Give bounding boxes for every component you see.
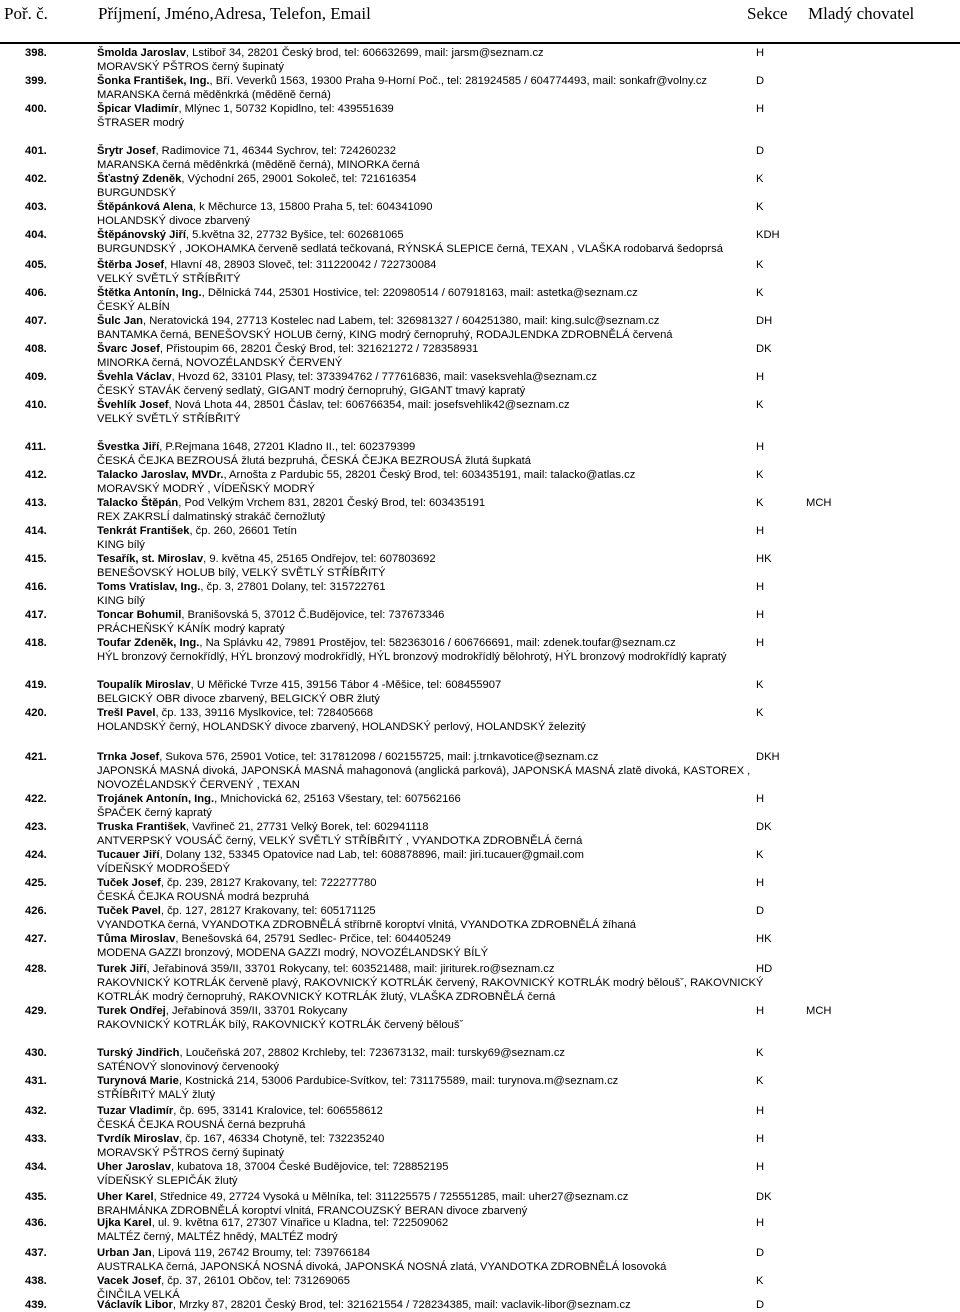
breeder-name: Toupalík Miroslav [97,679,191,691]
entry-contact-line [97,102,394,116]
breeder-address-contact: , čp. 127, 28127 Krakovany, tel: 605171125 [160,905,376,917]
entry-number: 430. [25,1047,47,1059]
entry-contact-line [97,876,376,890]
entry-number: 407. [25,315,47,327]
breeder-name: Švarc Josef [97,343,160,355]
entry-number: 438. [25,1275,47,1287]
breeder-name: Toms Vratislav, Ing. [97,581,201,593]
entry-contact-line [97,342,478,356]
entry-breeds: ČESKÝ ALBÍN [97,301,170,313]
breeder-name: Vacek Josef [97,1275,162,1287]
breeder-name: Turynová Marie [97,1075,179,1087]
breeder-address-contact: , Jeřabinová 359/II, 33701 Rokycany, tel: 603521488, mail: jiriturek.ro@seznam.cz [146,963,555,975]
entry-number: 422. [25,793,47,805]
entry-contact-line [97,46,544,60]
entry-number: 415. [25,553,47,565]
breeder-address-contact: , Vavřineč 21, 27731 Velký Borek, tel: 602941118 [185,821,429,833]
entry-breeds: BURGUNDSKÝ , JOKOHAMKA červeně sedlatá tečkovaná, RÝNSKÁ SLEPICE černá, TEXAN , VLAŠKA rodobarvá šedoprsá [97,243,723,255]
entry-number: 436. [25,1217,47,1229]
entry-contact-line [97,1160,448,1174]
breeder-address-contact: , Dolany 132, 53345 Opatovice nad Lab, tel: 608878896, mail: jiri.tucauer@gmail.com [159,849,584,861]
entry-number: 432. [25,1105,47,1117]
breeder-address-contact: , Lstiboř 34, 28201 Český brod, tel: 606632699, mail: jarsm@seznam.cz [185,47,544,59]
entry-breeds: MARANSKA černá měděnkrká (měděně černá), MINORKA černá [97,159,420,171]
breeder-name: Štěpánková Alena [97,201,193,213]
breeder-address-contact: , Kostnická 214, 53006 Pardubice-Svítkov, tel: 731175589, mail: turynova.m@seznam.cz [178,1075,619,1087]
breeder-name: Tenkrát František [97,525,190,537]
entry-contact-line [97,552,436,566]
entry-number: 423. [25,821,47,833]
entry-section: KDH [756,229,780,241]
entry-number: 408. [25,343,47,355]
entry-contact-line [97,440,415,454]
entry-breeds: HOLANDSKÝ černý, HOLANDSKÝ divoce zbarvený, HOLANDSKÝ perlový, HOLANDSKÝ železitý [97,721,586,733]
entry-section: H [756,441,765,453]
entry-young-breeder: MCH [806,1005,832,1017]
entry-breeds: BELGICKÝ OBR divoce zbarvený, BELGICKÝ OBR žlutý [97,693,380,705]
entry-breeds: BRAHMÁNKA ZDROBNĚLÁ koroptví vlnitá, FRANCOUZSKÝ BERAN divoce zbarvený [97,1205,528,1217]
entry-breeds: KING bílý [97,595,145,607]
entry-contact-line [97,286,638,300]
entry-section: H [756,1161,765,1173]
entry-number: 406. [25,287,47,299]
entry-section: K [756,201,764,213]
breeder-name: Toncar Bohumil [97,609,182,621]
breeder-name: Štětka Antonín, Ing. [97,287,202,299]
entry-number: 425. [25,877,47,889]
entry-section: K [756,173,764,185]
breeder-name: Šrytr Josef [97,145,156,157]
breeder-address-contact: , Nová Lhota 44, 28501 Čáslav, tel: 606766354, mail: josefsvehlik42@seznam.cz [168,399,570,411]
breeder-name: Talacko Štěpán [97,497,179,509]
entry-section: D [756,1247,765,1259]
breeder-address-contact: , čp. 167, 46334 Chotyně, tel: 732235240 [179,1133,385,1145]
entry-breeds: BANTAMKA černá, BENEŠOVSKÝ HOLUB černý, KING modrý černopruhý, RODAJLENDKA ZDROBNĚLÁ červená [97,329,673,341]
entry-section: D [756,1299,765,1311]
entry-breeds: REX ZAKRSLÍ dalmatinský strakáč černožlutý [97,511,326,523]
entry-number: 400. [25,103,47,115]
entry-contact-line [97,636,676,650]
breeder-name: Ujka Karel [97,1217,152,1229]
entry-breeds: ČESKÝ STAVÁK červený sedlatý, GIGANT modrý černopruhý, GIGANT tmavý kapratý [97,385,526,397]
entry-breeds: JAPONSKÁ MASNÁ divoká, JAPONSKÁ MASNÁ mahagonová (anglická parková), JAPONSKÁ MASNÁ zlatě divoká, KASTOREX , NOVOZÉLANDSKÝ ČERVENÝ , TEXAN [97,765,751,791]
breeder-address-contact: , Východní 265, 29001 Sokoleč, tel: 721616354 [181,173,417,185]
entry-section: DK [756,343,772,355]
entry-contact-line [97,962,554,976]
entry-section: DKH [756,751,780,763]
breeder-name: Tucauer Jiří [97,849,160,861]
entry-contact-line [97,1046,565,1060]
entry-breeds: MODENA GAZZI bronzový, MODENA GAZZI modrý, NOVOZÉLANDSKÝ BÍLÝ [97,947,489,959]
entry-breeds: HOLANDSKÝ divoce zbarvený [97,215,250,227]
breeder-name: Štěrba Josef [97,259,165,271]
breeder-address-contact: , čp. 37, 26101 Občov, tel: 731269065 [161,1275,350,1287]
breeder-name: Švehla Václav [97,371,172,383]
breeder-name: Toufar Zdeněk, Ing. [97,637,200,649]
breeder-address-contact: , U Měřické Tvrze 415, 39156 Tábor 4 -Měšice, tel: 608455907 [190,679,502,691]
entry-contact-line [97,608,444,622]
breeder-name: Štěpánovský Jiří [97,229,186,241]
entry-number: 412. [25,469,47,481]
entry-contact-line [97,200,432,214]
entry-section: HK [756,933,772,945]
entry-number: 424. [25,849,47,861]
breeder-name: Šmolda Jaroslav [97,47,186,59]
entry-breeds: ŠTRASER modrý [97,117,185,129]
entry-breeds: ČESKÁ ČEJKA BEZROUSÁ žlutá bezpruhá, ČESKÁ ČEJKA BEZROUSÁ žlutá šupkatá [97,455,532,467]
breeder-name: Trojánek Antonín, Ing. [97,793,215,805]
breeder-name: Uher Karel [97,1191,154,1203]
entry-number: 417. [25,609,47,621]
entry-section: K [756,399,764,411]
entry-breeds: VÍDEŇSKÝ MODROŠEDÝ [97,863,231,875]
entry-section: DH [756,315,773,327]
entry-section: D [756,145,765,157]
entry-breeds: VELKÝ SVĚTLÝ STŘÍBŘITÝ [97,413,241,425]
breeder-name: Šonka František, Ing. [97,75,210,87]
entry-breeds: BENEŠOVSKÝ HOLUB bílý, VELKÝ SVĚTLÝ STŘÍBŘITÝ [97,567,386,579]
entry-breeds: KING bílý [97,539,145,551]
entry-section: H [756,47,765,59]
breeder-name: Turský Jindřich [97,1047,180,1059]
entry-contact-line [97,496,485,510]
breeder-address-contact: , k Měchurce 13, 15800 Praha 5, tel: 604341090 [192,201,433,213]
entry-breeds: BURGUNDSKÝ [97,187,176,199]
breeder-name: Špicar Vladimír [97,103,179,115]
entry-section: H [756,609,765,621]
breeder-name: Švestka Jiří [97,441,160,453]
entry-contact-line [97,172,416,186]
entry-breeds: VÍDEŇSKÝ SLEPIČÁK žlutý [97,1175,238,1187]
entry-breeds: MORAVSKÝ MODRÝ , VÍDEŇSKÝ MODRÝ [97,483,315,495]
entry-contact-line [97,314,659,328]
entry-section: H [756,525,765,537]
entry-section: H [756,793,765,805]
entry-section: H [756,877,765,889]
entry-section: K [756,1075,764,1087]
entry-section: H [756,581,765,593]
entry-number: 413. [25,497,47,509]
entry-contact-line [97,258,436,272]
breeder-address-contact: , Arnošta z Pardubic 55, 28201 Český Brod, tel: 603435191, mail: talacko@atlas.cz [223,469,636,481]
breeder-name: Turek Ondřej [97,1005,166,1017]
breeder-name: Šťastný Zdeněk [97,173,182,185]
entry-number: 399. [25,75,47,87]
breeder-address-contact: , Radimovice 71, 46344 Sychrov, tel: 724260232 [155,145,396,157]
entry-breeds: HÝL bronzový černokřídlý, HÝL bronzový modrokřídlý, HÝL bronzový modrokřídlý bělohrotý, HÝL bronzový modrokřídlý kapratý [97,651,727,663]
breeder-address-contact: , Loučeňská 207, 28802 Krchleby, tel: 723673132, mail: tursky69@seznam.cz [179,1047,566,1059]
entry-number: 420. [25,707,47,719]
entry-section: K [756,1275,764,1287]
entry-section: H [756,1005,765,1017]
entry-contact-line [97,848,584,862]
entry-section: H [756,103,765,115]
entry-breeds: RAKOVNICKÝ KOTRLÁK bílý, RAKOVNICKÝ KOTRLÁK červený běloušˇ [97,1019,464,1031]
entry-section: H [756,1133,765,1145]
entry-breeds: STŘÍBŘITÝ MALÝ žlutý [97,1089,216,1101]
breeder-address-contact: , Mnichovická 62, 25163 Všestary, tel: 607562166 [214,793,461,805]
entry-contact-line [97,1132,384,1146]
breeder-name: Trešl Pavel [97,707,156,719]
entry-breeds: ČESKÁ ČEJKA ROUSNÁ modrá bezpruhá [97,891,310,903]
breeder-address-contact: , P.Rejmana 1648, 27201 Kladno II., tel: 602379399 [159,441,416,453]
entry-contact-line [97,678,501,692]
entry-section: K [756,1047,764,1059]
breeder-address-contact: , Hvozd 62, 33101 Plasy, tel: 373394762 / 777616836, mail: vaseksvehla@seznam.cz [171,371,597,383]
entry-section: DK [756,1191,772,1203]
entry-breeds: VYANDOTKA černá, VYANDOTKA ZDROBNĚLÁ stříbrně koroptví vlnitá, VYANDOTKA ZDROBNĚLÁ žíhaná [97,919,637,931]
breeder-address-contact: , Na Splávku 42, 79891 Prostějov, tel: 582363016 / 606766691, mail: zdenek.toufar@seznam.cz [199,637,676,649]
breeder-address-contact: , ul. 9. května 617, 27307 Vinařice u Kladna, tel: 722509062 [151,1217,449,1229]
entry-breeds: SATÉNOVÝ slonovinový červenooký [97,1061,279,1073]
breeder-address-contact: , Střednice 49, 27724 Vysoká u Mělníka, tel: 311225575 / 725551285, mail: uher27@seznam.cz [153,1191,629,1203]
entry-number: 419. [25,679,47,691]
entry-contact-line [97,1246,370,1260]
entry-section: H [756,1105,765,1117]
breeder-name: Šulc Jan [97,315,144,327]
entry-contact-line [97,580,386,594]
entry-section: K [756,707,764,719]
entry-young-breeder: MCH [806,497,832,509]
entry-breeds: ČESKÁ ČEJKA ROUSNÁ černá bezpruhá [97,1119,306,1131]
entry-contact-line [97,1104,383,1118]
entry-number: 411. [25,441,47,453]
breeder-address-contact: , Hlavní 48, 28903 Sloveč, tel: 311220042 / 722730084 [164,259,437,271]
entry-contact-line [97,792,461,806]
entry-contact-line [97,144,396,158]
entry-contact-line [97,820,428,834]
entry-section: H [756,637,765,649]
entry-contact-line [97,398,570,412]
entry-contact-line [97,750,598,764]
entry-number: 404. [25,229,47,241]
entry-breeds: ČINČILA VELKÁ [97,1289,180,1301]
breeder-address-contact: , čp. 133, 39116 Myslkovice, tel: 728405668 [155,707,373,719]
breeder-name: Václavík Libor [97,1299,173,1311]
breeder-name: Tesařík, st. Miroslav [97,553,204,565]
breeder-address-contact: , 5.května 32, 27732 Byšice, tel: 602681065 [185,229,404,241]
entry-section: H [756,1217,765,1229]
entry-contact-line [97,228,404,242]
breeder-address-contact: , Benešovská 64, 25791 Sedlec- Prčice, tel: 604405249 [175,933,451,945]
column-header-name-address: Příjmení, Jméno,Adresa, Telefon, Email [98,4,371,23]
entry-contact-line [97,524,297,538]
breeder-name: Tuček Pavel [97,905,161,917]
entry-section: HK [756,553,772,565]
entry-breeds: MINORKA černá, NOVOZÉLANDSKÝ ČERVENÝ [97,357,343,369]
entry-section: K [756,469,764,481]
entry-number: 427. [25,933,47,945]
entry-section: K [756,259,764,271]
entry-number: 429. [25,1005,47,1017]
breeder-address-contact: , Jeřabinová 359/II, 33701 Rokycany [165,1005,348,1017]
entry-contact-line [97,904,376,918]
entry-number: 403. [25,201,47,213]
entry-section: D [756,75,765,87]
entry-breeds: MALTÉZ černý, MALTÉZ hnědý, MALTÉZ modrý [97,1231,338,1243]
breeder-address-contact: , Bří. Veverků 1563, 19300 Praha 9-Horní Poč., tel: 281924585 / 604774493, mail: sonkafr@volny.cz [209,75,708,87]
entry-contact-line [97,1190,628,1204]
breeder-address-contact: , čp. 695, 33141 Kralovice, tel: 606558612 [173,1105,383,1117]
entry-section: HD [756,963,773,975]
breeder-name: Urban Jan [97,1247,152,1259]
entry-breeds: MARANSKA černá měděnkrká (měděně černá) [97,89,331,101]
entry-number: 421. [25,751,47,763]
breeder-address-contact: , Branišovská 5, 37012 Č.Budějovice, tel: 737673346 [181,609,445,621]
entry-contact-line [97,1004,347,1018]
entry-number: 418. [25,637,47,649]
breeder-address-contact: , Lipová 119, 26742 Broumy, tel: 739766184 [151,1247,371,1259]
breeder-name: Truska František [97,821,186,833]
breeder-address-contact: , Sukova 576, 25901 Votice, tel: 317812098 / 602155725, mail: j.trnkavotice@seznam.cz [159,751,599,763]
breeder-name: Talacko Jaroslav, MVDr. [97,469,224,481]
breeder-address-contact: , Přistoupim 66, 28201 Český Brod, tel: 321621272 / 728358931 [159,343,479,355]
breeder-name: Tuček Josef [97,877,161,889]
entry-number: 398. [25,47,47,59]
breeder-address-contact: , čp. 260, 26601 Tetín [189,525,297,537]
entry-section: D [756,905,765,917]
entry-contact-line [97,468,635,482]
entry-contact-line [97,1298,631,1312]
entry-number: 437. [25,1247,47,1259]
entry-breeds: ŠPAČEK černý kapratý [97,807,212,819]
entry-number: 401. [25,145,47,157]
breeder-name: Trnka Josef [97,751,160,763]
breeder-name: Švehlík Josef [97,399,169,411]
entry-contact-line [97,706,373,720]
entry-contact-line [97,1216,448,1230]
entry-section: DK [756,821,772,833]
entry-contact-line [97,932,451,946]
entry-number: 431. [25,1075,47,1087]
entry-contact-line [97,1274,350,1288]
entry-section: K [756,849,764,861]
entry-number: 439. [25,1299,47,1311]
entry-section: K [756,287,764,299]
column-header-section: Sekce [747,4,788,23]
entry-number: 426. [25,905,47,917]
breeder-address-contact: , Mlýnec 1, 50732 Kopidlno, tel: 439551639 [178,103,394,115]
breeder-name: Uher Jaroslav [97,1161,172,1173]
entry-number: 434. [25,1161,47,1173]
entry-contact-line [97,74,707,88]
entry-breeds: MORAVSKÝ PŠTROS černý šupinatý [97,1147,284,1159]
breeder-address-contact: , Pod Velkým Vrchem 831, 28201 Český Brod, tel: 603435191 [178,497,486,509]
breeder-name: Tuzar Vladimír [97,1105,174,1117]
breeder-address-contact: , čp. 3, 27801 Dolany, tel: 315722761 [200,581,386,593]
entry-breeds: RAKOVNICKÝ KOTRLÁK červeně plavý, RAKOVNICKÝ KOTRLÁK červený, RAKOVNICKÝ KOTRLÁK modrý běloušˇ, RAKOVNICKÝ KOTRLÁK modrý černopruhý, RAKOVNICKÝ KOTRLÁK žlutý, VLAŠKA ZDROBNĚLÁ černá [97,977,764,1003]
entry-number: 428. [25,963,47,975]
column-header-number: Poř. č. [4,4,48,23]
entry-number: 410. [25,399,47,411]
breeder-name: Turek Jiří [97,963,147,975]
breeder-name: Tvrdík Miroslav [97,1133,180,1145]
entry-number: 433. [25,1133,47,1145]
breeder-address-contact: , čp. 239, 28127 Krakovany, tel: 722277780 [160,877,377,889]
entry-section: K [756,497,764,509]
entry-breeds: VELKÝ SVĚTLÝ STŘÍBŘITÝ [97,273,241,285]
entry-section: H [756,371,765,383]
entry-contact-line [97,370,597,384]
entry-breeds: AUSTRALKA černá, JAPONSKÁ NOSNÁ divoká, JAPONSKÁ NOSNÁ zlatá, VYANDOTKA ZDROBNĚLÁ losovo​ká [97,1261,667,1273]
entry-number: 409. [25,371,47,383]
entry-number: 435. [25,1191,47,1203]
entry-section: K [756,679,764,691]
entry-breeds: ANTVERPSKÝ VOUSÁČ černý, VELKÝ SVĚTLÝ STŘÍBŘITÝ , VYANDOTKA ZDROBNĚLÁ černá [97,835,583,847]
entry-number: 416. [25,581,47,593]
entry-number: 405. [25,259,47,271]
entry-breeds: MORAVSKÝ PŠTROS černý šupinatý [97,61,284,73]
column-header-young-breeder: Mladý chovatel [808,4,915,23]
entry-number: 402. [25,173,47,185]
breeder-name: Tůma Miroslav [97,933,176,945]
entry-contact-line [97,1074,618,1088]
breeder-address-contact: , kubatova 18, 37004 České Budějovice, tel: 728852195 [171,1161,449,1173]
breeder-address-contact: , Mrzky 87, 28201 Český Brod, tel: 321621554 / 728234385, mail: vaclavik-libor@seznam.cz [172,1299,631,1311]
entry-number: 414. [25,525,47,537]
breeder-address-contact: , Dělnická 744, 25301 Hostivice, tel: 220980514 / 607918163, mail: astetka@seznam.cz [201,287,638,299]
breeder-address-contact: , 9. května 45, 25165 Ondřejov, tel: 607803692 [203,553,436,565]
entry-breeds: PRÁCHEŇSKÝ KÁNÍK modrý kapratý [97,623,285,635]
breeder-address-contact: , Neratovická 194, 27713 Kostelec nad Labem, tel: 326981327 / 604251380, mail: king.sulc@seznam.cz [143,315,660,327]
